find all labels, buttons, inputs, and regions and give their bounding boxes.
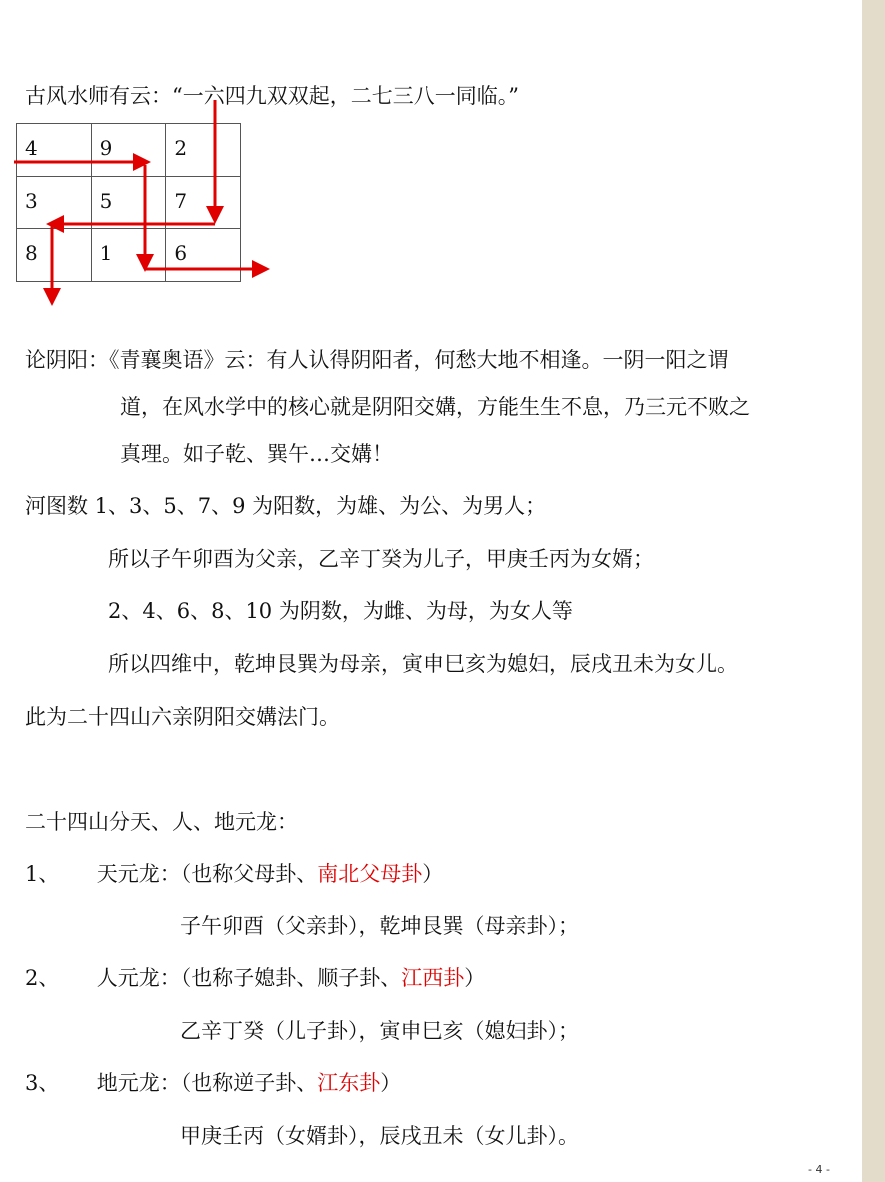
dragon-note: ） [422, 862, 444, 886]
dragon-detail: 甲庚壬丙（女婿卦），辰戌丑未（女儿卦）。 [180, 1124, 579, 1148]
page-number: - 4 - [808, 1163, 830, 1176]
dragon-item [25, 860, 443, 888]
lo-shu-grid [16, 123, 241, 282]
grid-cell: 5 [91, 176, 166, 229]
yinyang-line: 论阴阳：《青襄奥语》云：有人认得阴阳者，何愁大地不相逢。一阴一阳之谓 [25, 348, 729, 372]
grid-row [17, 124, 241, 177]
hetu-line: 所以子午卯酉为父亲，乙辛丁癸为儿子，甲庚壬丙为女婿； [108, 547, 654, 571]
dragons-title: 二十四山分天、人、地元龙： [25, 810, 298, 834]
yinyang-line: 真理。如子乾、巽午…交媾！ [120, 442, 393, 466]
hetu-line: 所以四维中，乾坤艮巽为母亲，寅申巳亥为媳妇，辰戌丑未为女儿。 [108, 652, 738, 676]
dragon-item [25, 964, 485, 992]
dragon-num: 1、 [25, 862, 60, 886]
dragon-label: 天元龙： [96, 862, 181, 886]
dragon-item [25, 1069, 401, 1097]
dragon-note-highlight: 江东卦 [317, 1071, 381, 1095]
grid-cell: 7 [166, 176, 241, 229]
hetu-line: 2、4、6、8、10 为阴数，为雌、为母，为女人等 [108, 599, 573, 623]
dragon-label: 地元龙： [96, 1071, 181, 1095]
yinyang-line: 道，在风水学中的核心就是阴阳交媾，方能生生不息，乃三元不败之 [120, 395, 750, 419]
dragon-detail: 乙辛丁癸（儿子卦），寅申巳亥（媳妇卦）； [180, 1019, 579, 1043]
grid-cell: 1 [91, 229, 166, 282]
grid-cell: 9 [91, 124, 166, 177]
grid-row [17, 229, 241, 282]
heading-quote: “一六四九双双起，二七三八一同临。” [172, 84, 519, 108]
dragon-detail: 子午卯酉（父亲卦），乾坤艮巽（母亲卦）； [180, 914, 579, 938]
dragon-note: （也称逆子卦、 [180, 1071, 318, 1095]
hetu-line: 河图数 1、3、5、7、9 为阳数，为雄、为公、为男人； [25, 494, 547, 518]
heading-line [25, 82, 519, 110]
grid-cell: 2 [166, 124, 241, 177]
dragon-note: （也称子媳卦、顺子卦、 [180, 966, 402, 990]
hetu-line: 此为二十四山六亲阴阳交媾法门。 [25, 705, 340, 729]
grid-row [17, 176, 241, 229]
dragon-note: ） [380, 1071, 402, 1095]
page-margin-bar [862, 0, 885, 1182]
dragon-note-highlight: 江西卦 [401, 966, 465, 990]
dragon-note: （也称父母卦、 [180, 862, 318, 886]
grid-cell: 6 [166, 229, 241, 282]
dragon-note-highlight: 南北父母卦 [317, 862, 423, 886]
grid-cell: 3 [17, 176, 92, 229]
dragon-label: 人元龙： [96, 966, 181, 990]
heading-prefix: 古风水师有云： [25, 84, 172, 108]
dragon-num: 3、 [25, 1071, 60, 1095]
dragon-note: ） [464, 966, 486, 990]
dragon-num: 2、 [25, 966, 60, 990]
grid-cell: 4 [17, 124, 92, 177]
grid-cell: 8 [17, 229, 92, 282]
